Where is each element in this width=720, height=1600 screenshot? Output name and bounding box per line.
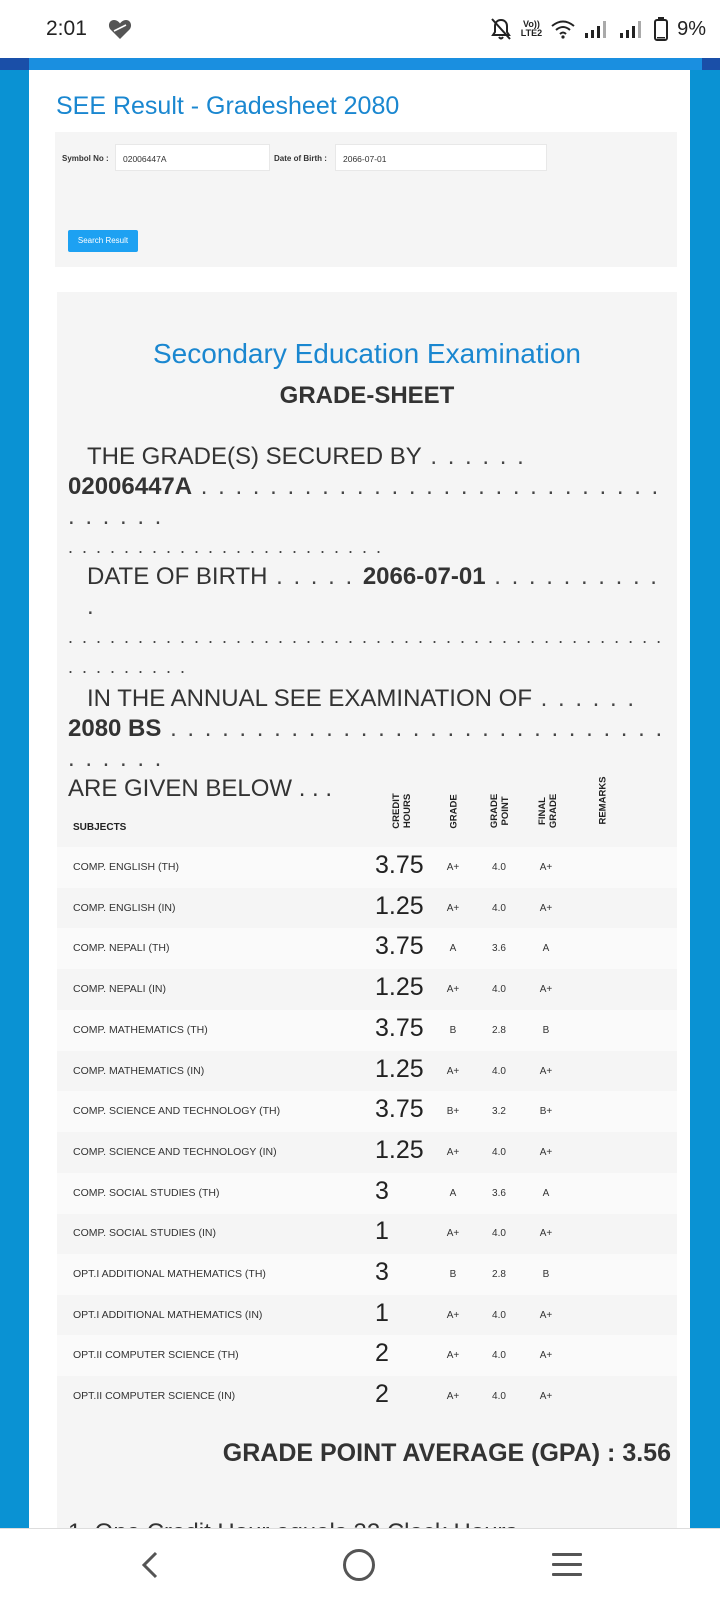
lte-label: LTE2 <box>520 28 543 38</box>
final-grade-cell: A+ <box>539 1350 553 1362</box>
home-icon[interactable] <box>343 1549 375 1581</box>
header-fg-line1: FINAL <box>537 797 548 825</box>
dob-label: Date of Birth : <box>274 154 327 163</box>
credit-hours-cell: 1 <box>375 1217 389 1246</box>
grade-sheet <box>57 292 677 1592</box>
subject-cell: COMP. SCIENCE AND TECHNOLOGY (TH) <box>73 1105 281 1118</box>
annual-text: IN THE ANNUAL SEE EXAMINATION OF <box>87 685 532 712</box>
final-grade-cell: B <box>542 1269 550 1280</box>
credit-hours-cell: 1 <box>375 1298 389 1327</box>
dob-text: DATE OF BIRTH <box>87 563 268 590</box>
symbol-input[interactable]: 02006447A <box>115 144 270 171</box>
grade-cell: A+ <box>446 984 460 996</box>
final-grade-cell: B+ <box>539 1106 553 1118</box>
page-frame-left <box>0 58 29 1528</box>
table-row <box>57 1173 677 1214</box>
header-grade: GRADE <box>448 794 460 829</box>
battery-icon <box>654 17 668 41</box>
subject-cell: COMP. ENGLISH (IN) <box>73 901 176 914</box>
table-row <box>57 888 677 929</box>
final-grade-cell: A <box>542 1187 550 1199</box>
grade-cell: A <box>449 943 457 955</box>
credit-hours-cell: 1.25 <box>375 891 424 920</box>
grade-cell: A+ <box>446 1350 460 1362</box>
table-row <box>57 1132 677 1173</box>
header-gp-line1: GRADE <box>489 793 500 829</box>
battery-percent: 9% <box>677 17 706 40</box>
grade-point-cell: 4.0 <box>492 862 506 873</box>
grade-cell: B <box>449 1269 457 1280</box>
grade-point-cell: 4.0 <box>492 1146 506 1158</box>
credit-hours-cell: 3 <box>375 1176 389 1205</box>
grade-point-cell: 4.0 <box>492 1065 506 1077</box>
search-result-button[interactable]: Search Result <box>68 230 138 252</box>
wifi-icon <box>551 19 575 39</box>
dob-paragraph: DATE OF BIRTH . . . . . 2066-07-01 . . . . . . . . . . . . . . . . . . . . . . . . . . . . . . . . . . . . . . . . . . . . . . . . . . . . . . . . . . . . . . . <box>68 563 664 677</box>
top-bar-accent-left <box>0 58 29 70</box>
final-grade-cell: A+ <box>539 1146 553 1158</box>
grade-point-cell: 4.0 <box>492 984 506 996</box>
grade-cell: A+ <box>446 1228 460 1240</box>
table-row <box>57 1091 677 1132</box>
table-row <box>57 1213 677 1254</box>
final-grade-cell: A+ <box>539 862 553 873</box>
main-content[interactable] <box>29 70 690 1528</box>
sheet-title: Secondary Education Examination <box>152 338 582 369</box>
grade-point-cell: 3.2 <box>492 1106 506 1118</box>
status-time: 2:01 <box>46 17 87 40</box>
subject-cell: OPT.II COMPUTER SCIENCE (IN) <box>73 1390 236 1403</box>
page-top-bar <box>0 58 720 70</box>
credit-hours-cell: 1.25 <box>375 1054 424 1083</box>
subject-cell: OPT.II COMPUTER SCIENCE (TH) <box>73 1349 239 1362</box>
grade-cell: A+ <box>446 1309 460 1321</box>
grade-point-cell: 3.6 <box>492 943 506 955</box>
subject-cell: OPT.I ADDITIONAL MATHEMATICS (TH) <box>73 1268 266 1280</box>
credit-hours-cell: 1.25 <box>375 1135 424 1164</box>
grade-point-cell: 4.0 <box>492 1391 506 1403</box>
grade-point-cell: 3.6 <box>492 1187 506 1199</box>
exam-year: 2080 BS <box>68 715 162 742</box>
header-remarks: REMARKS <box>597 776 609 825</box>
final-grade-cell: A <box>542 943 550 955</box>
credit-hours-cell: 3.75 <box>375 1013 424 1042</box>
credit-hours-cell: 2 <box>375 1380 389 1409</box>
subject-cell: OPT.I ADDITIONAL MATHEMATICS (IN) <box>73 1308 263 1321</box>
credit-hours-cell: 3.75 <box>375 1095 424 1124</box>
gpa-text: GRADE POINT AVERAGE (GPA) : 3.56 <box>222 1439 671 1467</box>
credit-hours-cell: 3.75 <box>375 932 424 961</box>
grade-cell: A+ <box>446 902 460 914</box>
dob-value: 2066-07-01 <box>362 563 486 590</box>
grade-cell: A+ <box>446 1065 460 1077</box>
final-grade-cell: A+ <box>539 984 553 996</box>
grade-cell: A <box>449 1187 457 1199</box>
table-row <box>57 928 677 969</box>
given-below-text: ARE GIVEN BELOW . . . <box>68 775 333 802</box>
heart-icon <box>108 18 132 40</box>
grade-cell: A+ <box>446 1391 460 1403</box>
page-title: SEE Result - Gradesheet 2080 <box>56 92 400 120</box>
header-fg-line2: GRADE <box>548 793 559 829</box>
volte-indicator <box>521 20 542 38</box>
sheet-subtitle: GRADE-SHEET <box>279 382 455 409</box>
search-panel <box>55 132 677 267</box>
symbol-label: Symbol No : <box>62 154 109 163</box>
subject-cell: COMP. NEPALI (TH) <box>73 942 170 955</box>
table-row <box>57 847 677 888</box>
table-row <box>57 1376 677 1417</box>
subject-cell: COMP. MATHEMATICS (IN) <box>73 1064 205 1077</box>
credit-hours-cell: 3.75 <box>375 851 424 879</box>
table-row <box>57 969 677 1010</box>
credit-hours-cell: 3 <box>375 1258 389 1286</box>
header-credit-line1: CREDIT <box>391 793 402 829</box>
header-credit-line2: HOURS <box>402 793 413 829</box>
subject-cell: COMP. SOCIAL STUDIES (TH) <box>73 1186 220 1199</box>
subject-cell: COMP. ENGLISH (TH) <box>73 861 179 873</box>
status-bar <box>0 0 720 58</box>
grade-point-cell: 4.0 <box>492 1309 506 1321</box>
recents-icon[interactable] <box>552 1553 582 1583</box>
grade-cell: A+ <box>446 862 460 873</box>
secured-by-text: THE GRADE(S) SECURED BY <box>87 443 422 470</box>
header-grade-point <box>489 786 511 836</box>
credit-hours-cell: 1.25 <box>375 973 424 1002</box>
header-final-grade <box>537 786 559 836</box>
grade-point-cell: 4.0 <box>492 902 506 914</box>
table-row <box>57 1010 677 1051</box>
top-bar-accent-right <box>702 58 720 70</box>
volte-label: Vo)) <box>523 19 540 29</box>
grade-point-cell: 2.8 <box>492 1024 506 1036</box>
grade-cell: B+ <box>446 1106 460 1118</box>
final-grade-cell: A+ <box>539 1065 553 1077</box>
final-grade-cell: A+ <box>539 902 553 914</box>
table-row <box>57 1254 677 1295</box>
subject-cell: COMP. SOCIAL STUDIES (IN) <box>73 1227 216 1240</box>
symbol-number: 02006447A <box>68 473 193 500</box>
mute-notification-icon <box>490 17 512 41</box>
annual-paragraph: IN THE ANNUAL SEE EXAMINATION OF . . . . . . 2080 BS . . . . . . . . . . . . . . . . . . . . . . . . . . . . . . . . . . . ARE GIVEN BELOW . . . <box>68 684 668 804</box>
subject-cell: COMP. MATHEMATICS (TH) <box>73 1023 208 1036</box>
page-frame-right <box>690 58 720 1528</box>
subject-cell: COMP. SCIENCE AND TECHNOLOGY (IN) <box>73 1145 277 1158</box>
final-grade-cell: B <box>542 1024 550 1036</box>
table-row <box>57 1295 677 1336</box>
header-credit-hours <box>391 786 413 836</box>
grade-point-cell: 4.0 <box>492 1350 506 1362</box>
header-gp-line2: POINT <box>500 796 511 826</box>
signal-icon-2 <box>619 19 645 39</box>
dob-input[interactable]: 2066-07-01 <box>335 144 547 171</box>
grade-cell: A+ <box>446 1146 460 1158</box>
grade-point-cell: 4.0 <box>492 1228 506 1240</box>
grade-point-cell: 2.8 <box>492 1269 506 1280</box>
back-icon[interactable] <box>138 1549 162 1581</box>
grade-cell: B <box>449 1024 457 1036</box>
header-subjects: SUBJECTS <box>73 822 127 833</box>
status-icons <box>490 14 706 44</box>
navigation-bar <box>0 1528 720 1600</box>
signal-icon <box>584 19 610 39</box>
final-grade-cell: A+ <box>539 1391 553 1403</box>
subject-cell: COMP. NEPALI (IN) <box>73 983 166 996</box>
final-grade-cell: A+ <box>539 1309 553 1321</box>
table-row <box>57 1335 677 1376</box>
final-grade-cell: A+ <box>539 1228 553 1240</box>
table-row <box>57 1051 677 1092</box>
secured-by-paragraph: THE GRADE(S) SECURED BY . . . . . . 02006447A . . . . . . . . . . . . . . . . . . . . . . . . . . . . . . . . . . . . . . . . . . . . . . . . . . . . . . . . <box>68 443 661 557</box>
credit-hours-cell: 2 <box>375 1339 389 1368</box>
